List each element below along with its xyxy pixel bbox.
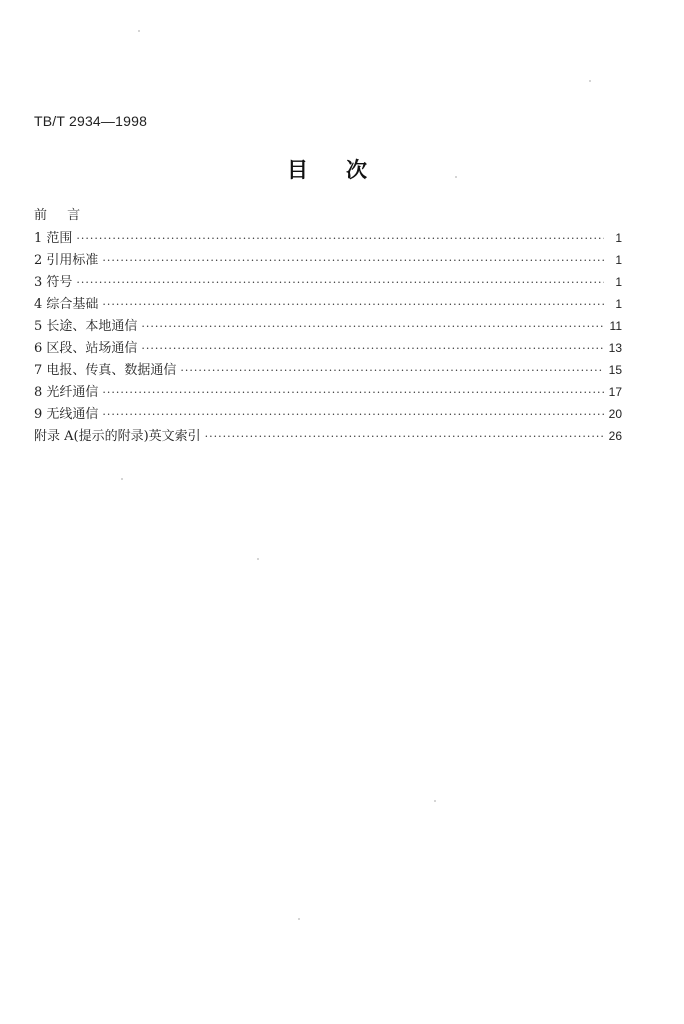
toc-entry-page: 1: [615, 297, 622, 311]
toc-entry-label: 6 区段、站场通信: [34, 341, 138, 356]
toc-entry-label: 8 光纤通信: [34, 385, 99, 400]
toc-leader-dots: [76, 228, 604, 250]
toc-leader-dots: [102, 404, 604, 426]
toc-entry-label: 2 引用标准: [34, 253, 99, 268]
scan-speck: [455, 176, 457, 178]
toc-leader-dots: [102, 382, 604, 404]
scan-speck: [589, 80, 591, 82]
toc-entry-page: 17: [608, 385, 622, 399]
toc-entry-label: 附录 A(提示的附录)英文索引: [34, 429, 201, 444]
toc-entry-page: 13: [608, 341, 622, 355]
toc-entry-long-distance[interactable]: [34, 315, 622, 337]
toc-entry-page: 15: [608, 363, 622, 377]
scan-speck: [298, 918, 300, 920]
toc-entry-page: 1: [615, 253, 622, 267]
standard-code: TB/T 2934—1998: [34, 113, 148, 129]
toc-leader-dots: [141, 316, 604, 338]
toc-entry-appendix-a[interactable]: [34, 425, 622, 447]
toc-entry-label: 7 电报、传真、数据通信: [34, 363, 177, 378]
toc-preface[interactable]: 前 言: [34, 208, 89, 223]
scan-speck: [257, 558, 259, 560]
toc-entry-general[interactable]: [34, 293, 622, 315]
toc-entry-label: 4 综合基础: [34, 297, 99, 312]
table-of-contents: [34, 205, 622, 447]
toc-entry-references[interactable]: [34, 249, 622, 271]
toc-entry-label: 1 范围: [34, 231, 73, 246]
toc-entry-section-station[interactable]: [34, 337, 622, 359]
toc-leader-dots: [180, 360, 604, 382]
toc-entry-page: 1: [615, 231, 622, 245]
toc-leader-dots: [102, 250, 604, 272]
scan-speck: [138, 30, 140, 32]
toc-entry-optical-fiber[interactable]: [34, 381, 622, 403]
toc-entry-page: 11: [609, 319, 622, 333]
toc-entry-page: 1: [615, 275, 622, 289]
toc-entry-symbols[interactable]: [34, 271, 622, 293]
scan-speck: [434, 800, 436, 802]
toc-entry-page: 20: [608, 407, 622, 421]
toc-entry-label: 9 无线通信: [34, 407, 99, 422]
toc-entry-label: 5 长途、本地通信: [34, 319, 138, 334]
toc-title: 目次: [287, 158, 405, 182]
toc-entry-wireless[interactable]: [34, 403, 622, 425]
scan-speck: [121, 478, 123, 480]
toc-leader-dots: [141, 338, 604, 360]
toc-entry-label: 3 符号: [34, 275, 73, 290]
toc-leader-dots: [205, 426, 604, 448]
toc-leader-dots: [76, 272, 604, 294]
toc-entry-scope[interactable]: [34, 227, 622, 249]
toc-entry-page: 26: [608, 429, 622, 443]
toc-entry-telegraph[interactable]: [34, 359, 622, 381]
toc-leader-dots: [102, 294, 604, 316]
